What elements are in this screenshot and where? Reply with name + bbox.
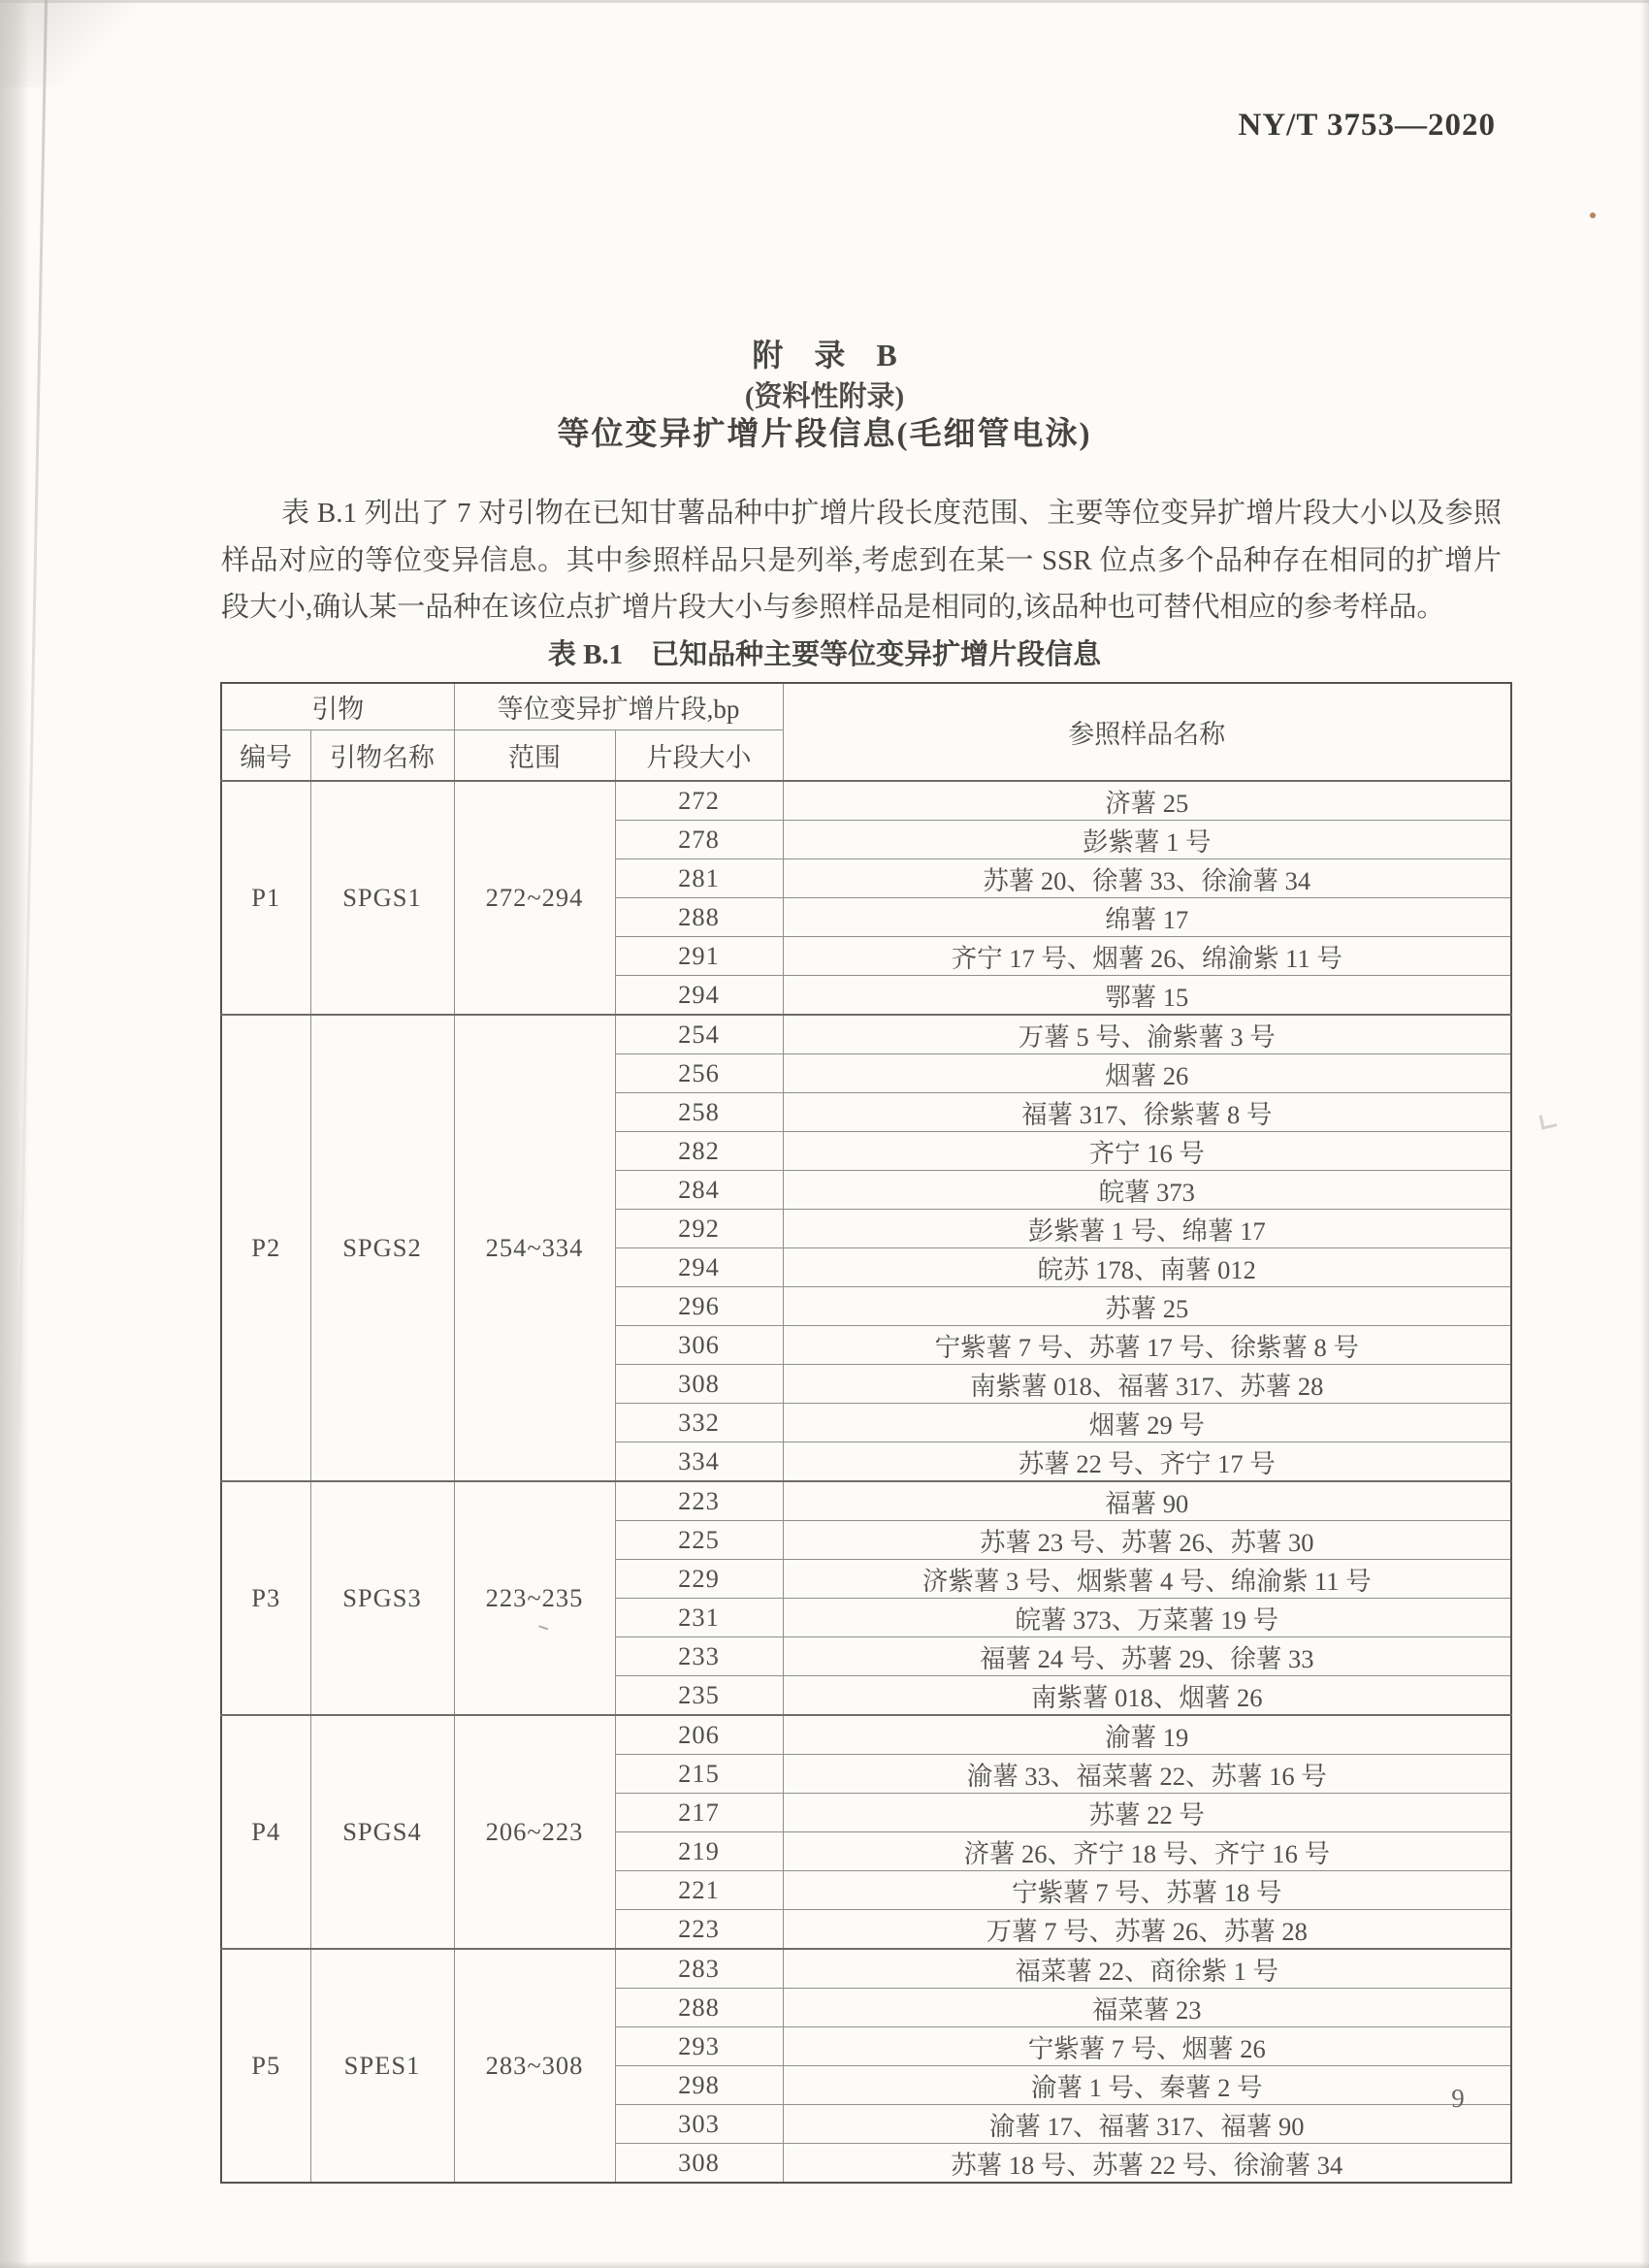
cell-reference: 宁紫薯 7 号、苏薯 17 号、徐紫薯 8 号: [783, 1326, 1511, 1365]
table-row: [221, 781, 1511, 821]
cell-fragment-size: 284: [615, 1171, 783, 1210]
cell-fragment-size: 334: [615, 1442, 783, 1482]
cell-reference: 齐宁 16 号: [783, 1132, 1511, 1171]
cell-fragment-size: 294: [615, 1248, 783, 1287]
cell-reference: 济薯 25: [783, 781, 1511, 821]
table-row: [221, 1481, 1511, 1521]
cell-range: 283~308: [454, 1949, 615, 2183]
cell-reference: 苏薯 25: [783, 1287, 1511, 1326]
cell-primer-no: P5: [221, 1949, 310, 2183]
cell-fragment-size: 256: [615, 1054, 783, 1093]
cell-reference: 福菜薯 22、商徐紫 1 号: [783, 1949, 1511, 1989]
cell-reference: 苏薯 22 号、齐宁 17 号: [783, 1442, 1511, 1482]
cell-primer-name: SPES1: [310, 1949, 454, 2183]
cell-reference: 彭紫薯 1 号: [783, 821, 1511, 859]
cell-fragment-size: 219: [615, 1832, 783, 1871]
cell-fragment-size: 294: [615, 976, 783, 1016]
cell-fragment-size: 233: [615, 1637, 783, 1676]
cell-reference: 济薯 26、齐宁 18 号、齐宁 16 号: [783, 1832, 1511, 1871]
page-number: 9: [1451, 2084, 1465, 2113]
cell-reference: 渝薯 17、福薯 317、福薯 90: [783, 2105, 1511, 2144]
cell-fragment-size: 283: [615, 1949, 783, 1989]
scan-bottom-edge-shadow: [0, 2261, 1649, 2268]
cell-reference: 皖薯 373: [783, 1171, 1511, 1210]
header-col-no: 编号: [221, 729, 310, 781]
cell-fragment-size: 308: [615, 1365, 783, 1404]
cell-reference: 鄂薯 15: [783, 976, 1511, 1016]
table-row: [221, 1949, 1511, 1989]
cell-fragment-size: 206: [615, 1715, 783, 1755]
cell-primer-no: P2: [221, 1015, 310, 1481]
cell-reference: 南紫薯 018、烟薯 26: [783, 1676, 1511, 1716]
cell-fragment-size: 223: [615, 1481, 783, 1521]
cell-reference: 福薯 24 号、苏薯 29、徐薯 33: [783, 1637, 1511, 1676]
cell-reference: 福菜薯 23: [783, 1989, 1511, 2027]
cell-fragment-size: 288: [615, 898, 783, 937]
cell-fragment-size: 308: [615, 2144, 783, 2184]
header-col-range: 范围: [454, 729, 615, 781]
cell-fragment-size: 306: [615, 1326, 783, 1365]
table-container: [220, 682, 1512, 2184]
header-col-size: 片段大小: [615, 729, 783, 781]
intro-paragraph: 表 B.1 列出了 7 对引物在已知甘薯品种中扩增片段长度范围、主要等位变异扩增片段大小以及参照样品对应的等位变异信息。其中参照样品只是列举,考虑到在某一 SSR 位点多个品种存在相同的扩增片段大小,确认某一品种在该位点扩增片段大小与参照样品是相同的,该品种也可替代相应的参考样品。: [221, 498, 1502, 623]
table-row: [221, 1015, 1511, 1054]
cell-fragment-size: 225: [615, 1521, 783, 1560]
cell-reference: 苏薯 18 号、苏薯 22 号、徐渝薯 34: [783, 2144, 1511, 2184]
cell-reference: 万薯 7 号、苏薯 26、苏薯 28: [783, 1910, 1511, 1950]
cell-primer-name: SPGS2: [310, 1015, 454, 1481]
cell-fragment-size: 303: [615, 2105, 783, 2144]
scan-top-edge: [0, 0, 1649, 3]
table-row: [221, 1715, 1511, 1755]
cell-reference: 福薯 317、徐紫薯 8 号: [783, 1093, 1511, 1132]
cell-fragment-size: 298: [615, 2066, 783, 2105]
cell-fragment-size: 293: [615, 2027, 783, 2066]
cell-reference: 烟薯 26: [783, 1054, 1511, 1093]
scan-speck-squiggle: [1539, 1113, 1558, 1130]
appendix-subtitle: (资料性附录): [744, 381, 905, 412]
cell-reference: 渝薯 1 号、秦薯 2 号: [783, 2066, 1511, 2105]
cell-fragment-size: 254: [615, 1015, 783, 1054]
cell-primer-name: SPGS4: [310, 1715, 454, 1949]
cell-fragment-size: 258: [615, 1093, 783, 1132]
cell-reference: 苏薯 23 号、苏薯 26、苏薯 30: [783, 1521, 1511, 1560]
cell-reference: 渝薯 19: [783, 1715, 1511, 1755]
cell-fragment-size: 223: [615, 1910, 783, 1950]
cell-fragment-size: 296: [615, 1287, 783, 1326]
scan-speck-dot: [1590, 212, 1596, 218]
cell-fragment-size: 332: [615, 1404, 783, 1442]
standard-code: NY/T 3753—2020: [1238, 108, 1496, 143]
cell-reference: 济紫薯 3 号、烟紫薯 4 号、绵渝紫 11 号: [783, 1560, 1511, 1599]
cell-range: 223~235: [454, 1481, 615, 1715]
appendix-title: 附 录 B: [752, 338, 897, 373]
cell-fragment-size: 229: [615, 1560, 783, 1599]
appendix-heading: 等位变异扩增片段信息(毛细管电泳): [557, 417, 1092, 452]
cell-fragment-size: 281: [615, 859, 783, 898]
cell-reference: 齐宁 17 号、烟薯 26、绵渝紫 11 号: [783, 937, 1511, 976]
cell-primer-name: SPGS3: [310, 1481, 454, 1715]
cell-fragment-size: 217: [615, 1794, 783, 1832]
scan-top-left-corner-shadow: [0, 0, 146, 87]
cell-reference: 福薯 90: [783, 1481, 1511, 1521]
cell-primer-no: P3: [221, 1481, 310, 1715]
header-primer-group: 引物: [221, 683, 454, 729]
cell-reference: 皖苏 178、南薯 012: [783, 1248, 1511, 1287]
table-header-row-1: [221, 683, 1511, 729]
allelic-variation-table: [220, 682, 1512, 2184]
cell-primer-no: P4: [221, 1715, 310, 1949]
cell-reference: 彭紫薯 1 号、绵薯 17: [783, 1210, 1511, 1248]
cell-fragment-size: 231: [615, 1599, 783, 1637]
cell-primer-name: SPGS1: [310, 781, 454, 1015]
cell-reference: 皖薯 373、万菜薯 19 号: [783, 1599, 1511, 1637]
cell-fragment-size: 278: [615, 821, 783, 859]
cell-reference: 苏薯 22 号: [783, 1794, 1511, 1832]
cell-fragment-size: 221: [615, 1871, 783, 1910]
cell-primer-no: P1: [221, 781, 310, 1015]
header-reference: 参照样品名称: [783, 683, 1511, 781]
cell-reference: 万薯 5 号、渝紫薯 3 号: [783, 1015, 1511, 1054]
cell-fragment-size: 215: [615, 1755, 783, 1794]
cell-reference: 烟薯 29 号: [783, 1404, 1511, 1442]
cell-range: 206~223: [454, 1715, 615, 1949]
cell-reference: 苏薯 20、徐薯 33、徐渝薯 34: [783, 859, 1511, 898]
cell-reference: 宁紫薯 7 号、烟薯 26: [783, 2027, 1511, 2066]
cell-fragment-size: 292: [615, 1210, 783, 1248]
cell-range: 272~294: [454, 781, 615, 1015]
cell-reference: 渝薯 33、福菜薯 22、苏薯 16 号: [783, 1755, 1511, 1794]
cell-fragment-size: 235: [615, 1676, 783, 1716]
cell-fragment-size: 272: [615, 781, 783, 821]
header-col-primer-name: 引物名称: [310, 729, 454, 781]
header-fragment-group: 等位变异扩增片段,bp: [454, 683, 783, 729]
table-caption: 表 B.1 已知品种主要等位变异扩增片段信息: [547, 639, 1102, 670]
cell-range: 254~334: [454, 1015, 615, 1481]
cell-reference: 南紫薯 018、福薯 317、苏薯 28: [783, 1365, 1511, 1404]
cell-fragment-size: 282: [615, 1132, 783, 1171]
cell-fragment-size: 288: [615, 1989, 783, 2027]
cell-reference: 绵薯 17: [783, 898, 1511, 937]
table-body: [221, 781, 1511, 2183]
cell-fragment-size: 291: [615, 937, 783, 976]
cell-reference: 宁紫薯 7 号、苏薯 18 号: [783, 1871, 1511, 1910]
